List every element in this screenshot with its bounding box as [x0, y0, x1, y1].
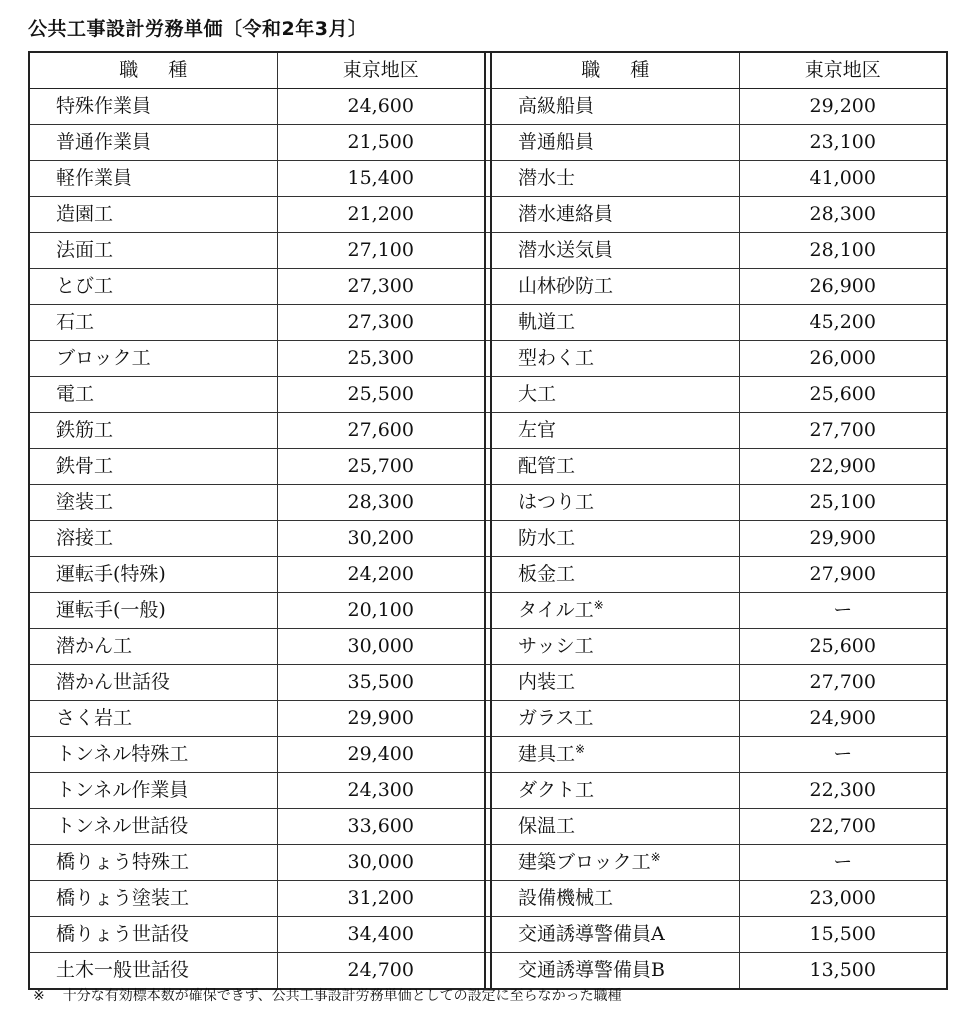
wage-value-right: 22,900	[739, 449, 947, 485]
job-name-right	[491, 701, 739, 737]
table-row	[29, 377, 947, 413]
job-name-right-text: 板金工	[518, 563, 576, 585]
job-name-left: 運転手(特殊)	[29, 557, 277, 593]
job-name-left: 塗装工	[29, 485, 277, 521]
table-row	[29, 161, 947, 197]
wage-value-right: 25,600	[739, 377, 947, 413]
job-name-right	[491, 197, 739, 233]
wage-value-left: 27,600	[277, 413, 485, 449]
job-name-right	[491, 125, 739, 161]
job-name-right-text: 大工	[518, 383, 557, 405]
job-name-right-text: 交通誘導警備員B	[518, 959, 665, 981]
wage-value-right: 27,900	[739, 557, 947, 593]
job-name-left: 特殊作業員	[29, 89, 277, 125]
wage-value-left: 25,500	[277, 377, 485, 413]
table-row	[29, 737, 947, 773]
job-name-right	[491, 953, 739, 990]
wage-value-left: 28,300	[277, 485, 485, 521]
job-name-left: 石工	[29, 305, 277, 341]
job-name-left: 橋りょう世話役	[29, 917, 277, 953]
job-name-right	[491, 161, 739, 197]
table-row	[29, 305, 947, 341]
wage-value-left: 25,700	[277, 449, 485, 485]
job-name-left: 運転手(一般)	[29, 593, 277, 629]
wage-value-right: 25,600	[739, 629, 947, 665]
wage-value-right: 41,000	[739, 161, 947, 197]
note-mark: ※	[575, 742, 586, 756]
job-name-right	[491, 845, 739, 881]
job-name-right	[491, 413, 739, 449]
table-row	[29, 485, 947, 521]
job-name-right-text: 型わく工	[518, 347, 595, 369]
table-row	[29, 701, 947, 737]
job-name-right	[491, 89, 739, 125]
job-name-right-text: 潜水士	[518, 167, 576, 189]
job-name-left: 普通作業員	[29, 125, 277, 161]
wage-value-left: 27,300	[277, 269, 485, 305]
table-row	[29, 233, 947, 269]
job-name-right-text: 左官	[518, 419, 557, 441]
table-row	[29, 881, 947, 917]
wage-value-right: 26,000	[739, 341, 947, 377]
job-name-right-text: はつり工	[518, 491, 595, 513]
job-name-left: 潜かん世話役	[29, 665, 277, 701]
table-row	[29, 89, 947, 125]
job-name-left: 潜かん工	[29, 629, 277, 665]
table-row	[29, 773, 947, 809]
wage-value-left: 33,600	[277, 809, 485, 845]
wage-value-left: 34,400	[277, 917, 485, 953]
job-name-right-text: 設備機械工	[518, 887, 614, 909]
job-name-right	[491, 917, 739, 953]
job-name-left: 軽作業員	[29, 161, 277, 197]
job-name-right-text: 高級船員	[518, 95, 595, 117]
header-job-type-right: 職種	[491, 52, 739, 89]
table-body	[29, 89, 947, 990]
job-name-left: トンネル特殊工	[29, 737, 277, 773]
table-row	[29, 413, 947, 449]
wage-value-left: 24,300	[277, 773, 485, 809]
job-name-right-text: 内装工	[518, 671, 576, 693]
job-name-left: とび工	[29, 269, 277, 305]
table-row	[29, 269, 947, 305]
wage-value-right: 45,200	[739, 305, 947, 341]
wage-value-right: 22,300	[739, 773, 947, 809]
labor-unit-price-table	[28, 51, 948, 990]
wage-value-right: 27,700	[739, 665, 947, 701]
table-row	[29, 521, 947, 557]
job-name-right-text: タイル工	[518, 599, 594, 621]
job-name-left: 鉄骨工	[29, 449, 277, 485]
job-name-right	[491, 377, 739, 413]
table-row	[29, 629, 947, 665]
job-name-right-text: 潜水送気員	[518, 239, 614, 261]
wage-value-left: 24,600	[277, 89, 485, 125]
job-name-right-text: 潜水連絡員	[518, 203, 614, 225]
page-title: 公共工事設計労務単価〔令和2年3月〕	[28, 18, 368, 40]
wage-value-left: 30,000	[277, 845, 485, 881]
wage-value-left: 30,000	[277, 629, 485, 665]
job-name-right	[491, 269, 739, 305]
table-row	[29, 917, 947, 953]
job-name-right-text: ダクト工	[518, 779, 595, 801]
job-name-right	[491, 341, 739, 377]
wage-value-left: 21,500	[277, 125, 485, 161]
table-row	[29, 809, 947, 845]
job-name-right-text: 配管工	[518, 455, 576, 477]
wage-value-left: 24,200	[277, 557, 485, 593]
job-name-right-text: サッシ工	[518, 635, 594, 657]
wage-value-right: 28,100	[739, 233, 947, 269]
table-row	[29, 557, 947, 593]
job-name-right	[491, 449, 739, 485]
header-region-left: 東京地区	[277, 52, 485, 89]
footnote-mark: ※	[33, 988, 45, 1004]
job-name-right	[491, 305, 739, 341]
wage-value-right: 22,700	[739, 809, 947, 845]
wage-value-left: 27,100	[277, 233, 485, 269]
wage-value-right: ー	[739, 845, 947, 881]
job-name-right-text: 保温工	[518, 815, 576, 837]
job-name-right	[491, 593, 739, 629]
job-name-right	[491, 485, 739, 521]
wage-value-left: 20,100	[277, 593, 485, 629]
wage-value-right: ー	[739, 737, 947, 773]
job-name-right-text: 軌道工	[518, 311, 576, 333]
job-name-left: 橋りょう塗装工	[29, 881, 277, 917]
job-name-left: さく岩工	[29, 701, 277, 737]
job-name-right-text: ガラス工	[518, 707, 594, 729]
wage-value-left: 29,900	[277, 701, 485, 737]
job-name-right	[491, 773, 739, 809]
wage-value-right: 13,500	[809, 959, 876, 981]
job-name-right-text: 防水工	[518, 527, 576, 549]
job-name-left: トンネル世話役	[29, 809, 277, 845]
wage-value-left: 31,200	[277, 881, 485, 917]
job-name-right-text: 建具工	[518, 743, 576, 765]
job-name-left: 造園工	[29, 197, 277, 233]
job-name-left: 法面工	[29, 233, 277, 269]
table-row	[29, 197, 947, 233]
table-row	[29, 341, 947, 377]
job-name-left: 鉄筋工	[29, 413, 277, 449]
job-name-right-text: 交通誘導警備員A	[518, 923, 665, 945]
table-row	[29, 665, 947, 701]
table-row	[29, 593, 947, 629]
note-mark: ※	[593, 598, 604, 612]
wage-value-left: 24,700	[347, 959, 414, 981]
wage-value-right: 28,300	[739, 197, 947, 233]
table-row	[29, 953, 947, 990]
wage-value-left: 35,500	[277, 665, 485, 701]
wage-value-right: 23,100	[739, 125, 947, 161]
job-name-right	[491, 521, 739, 557]
header-job-type-left: 職種	[29, 52, 277, 89]
job-name-right	[491, 629, 739, 665]
wage-value-right: 25,100	[739, 485, 947, 521]
job-name-right-text: 山林砂防工	[518, 275, 614, 297]
wage-value-right: 27,700	[739, 413, 947, 449]
job-name-right	[491, 737, 739, 773]
table-row	[29, 449, 947, 485]
wage-value-right: 15,500	[739, 917, 947, 953]
job-name-right	[491, 665, 739, 701]
job-name-right	[491, 233, 739, 269]
job-name-left: 土木一般世話役	[29, 953, 277, 990]
note-mark: ※	[650, 850, 661, 864]
header-region-right: 東京地区	[739, 52, 947, 89]
wage-value-right: 24,900	[739, 701, 947, 737]
job-name-right-text: 普通船員	[518, 131, 595, 153]
table-row	[29, 125, 947, 161]
wage-value-left: 30,200	[277, 521, 485, 557]
wage-value-right: 29,900	[739, 521, 947, 557]
job-name-left: トンネル作業員	[29, 773, 277, 809]
wage-value-left: 25,300	[277, 341, 485, 377]
job-name-left: 溶接工	[29, 521, 277, 557]
footnote-text: 十分な有効標本数が確保できず、公共工事設計労務単価としての設定に至らなかった職種	[62, 988, 622, 1004]
wage-value-right: 26,900	[739, 269, 947, 305]
wage-value-left: 27,300	[277, 305, 485, 341]
wage-value-left: 21,200	[277, 197, 485, 233]
job-name-left: 電工	[29, 377, 277, 413]
job-name-left: ブロック工	[29, 341, 277, 377]
job-name-right	[491, 881, 739, 917]
table-row	[29, 845, 947, 881]
footnote	[33, 985, 622, 1007]
job-name-right-text: 建築ブロック工	[518, 851, 651, 873]
job-name-left: 橋りょう特殊工	[29, 845, 277, 881]
wage-value-left: 15,400	[277, 161, 485, 197]
wage-value-right: 23,000	[739, 881, 947, 917]
wage-value-right: 29,200	[739, 89, 947, 125]
table-header-row	[29, 52, 947, 89]
job-name-right	[491, 809, 739, 845]
job-name-right	[491, 557, 739, 593]
wage-value-left: 29,400	[277, 737, 485, 773]
wage-value-right: ー	[739, 593, 947, 629]
